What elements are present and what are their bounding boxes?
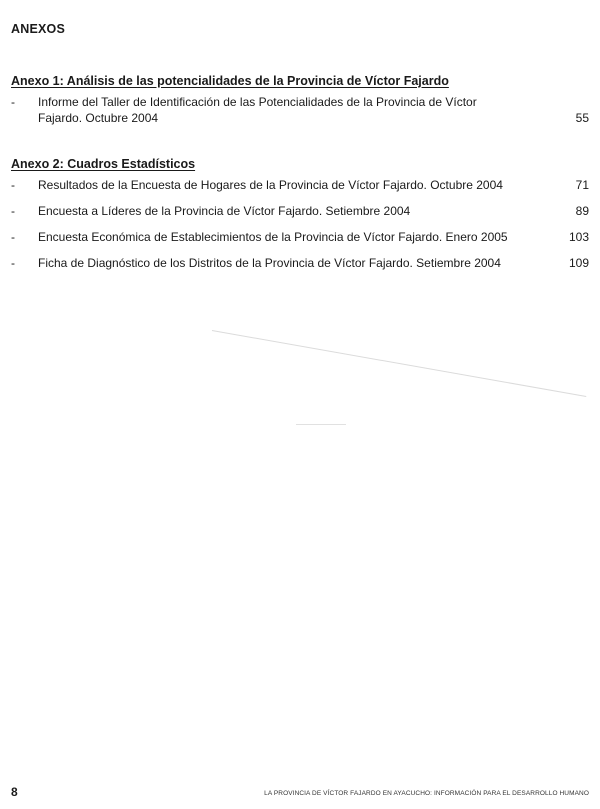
bullet-dash: - [11,256,15,270]
annex-section-1 [11,74,589,136]
section-title: Anexo 2: Cuadros Estadísticos [11,157,196,171]
toc-entry-page: 109 [568,256,589,270]
toc-entry-text: Informe del Taller de Identificación de las Potencialidades de la Provincia de Víctor Fajardo. Octubre 2004 [38,95,477,125]
toc-entry-text: Encuesta Económica de Establecimientos de la Provincia de Víctor Fajardo. Enero 2005 [38,230,508,244]
bullet-dash: - [11,178,15,192]
toc-entry-text: Resultados de la Encuesta de Hogares de la Provincia de Víctor Fajardo. Octubre 2004 [38,178,503,192]
toc-entry [11,229,589,245]
toc-entry-page: 71 [575,178,589,192]
annex-section-2 [11,157,589,281]
page-number: 8 [11,785,18,799]
running-footer-title: LA PROVINCIA DE VÍCTOR FAJARDO EN AYACUCHO: INFORMACIÓN PARA EL DESARROLLO HUMANO [264,790,589,797]
toc-entry-page: 103 [568,230,589,244]
toc-entry-page: 55 [575,111,589,125]
section-title: Anexo 1: Análisis de las potencialidades de la Provincia de Víctor Fajardo [11,74,449,88]
toc-entry [11,203,589,219]
bullet-dash: - [11,95,15,109]
bullet-dash: - [11,204,15,218]
toc-entry [11,177,589,193]
toc-entry [11,255,589,271]
page-footer [11,785,589,799]
scan-artifact-line [296,424,346,425]
bullet-dash: - [11,230,15,244]
toc-entry-page: 89 [575,204,589,218]
toc-entry-text: Ficha de Diagnóstico de los Distritos de la Provincia de Víctor Fajardo. Setiembre 2004 [38,256,501,270]
page-heading: ANEXOS [11,22,65,36]
toc-entry [11,94,589,126]
scan-artifact-line [212,330,586,397]
toc-entry-text: Encuesta a Líderes de la Provincia de Víctor Fajardo. Setiembre 2004 [38,204,411,218]
